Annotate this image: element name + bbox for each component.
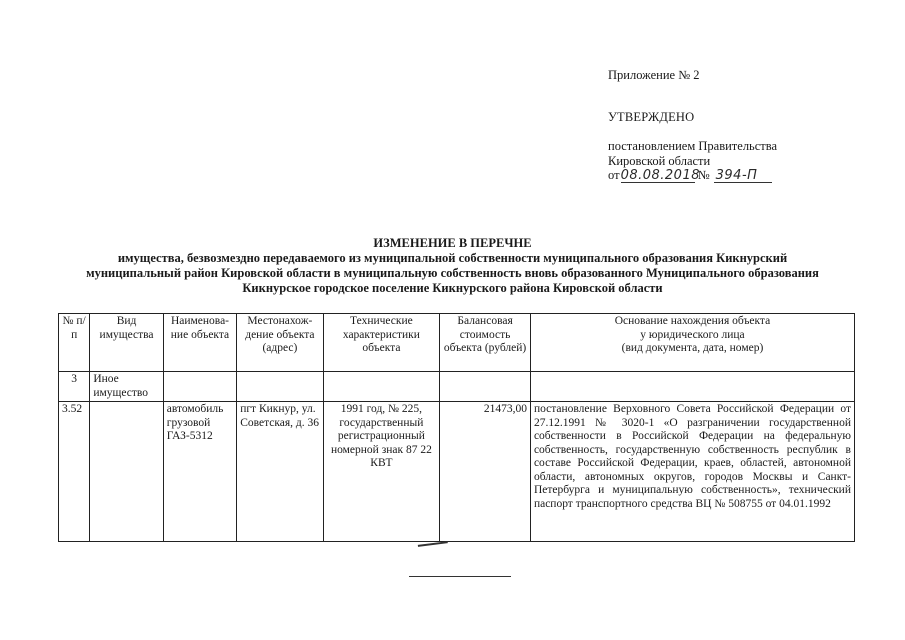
- section-num: 3: [59, 372, 90, 402]
- header-tech: Технические характеристики объекта: [323, 314, 440, 372]
- row-tech: 1991 год, № 225, государственный регистрационный номерной знак 87 22 КВТ: [323, 402, 440, 542]
- title-line-2: муниципальный район Кировской области в муниципальную собственность вновь образованного Муниципального образования: [86, 266, 819, 280]
- title-heading: ИЗМЕНЕНИЕ В ПЕРЕЧНЕ: [373, 236, 532, 250]
- decree-line-1: постановлением Правительства: [608, 139, 778, 153]
- row-location: пгт Кикнур, ул. Советская, д. 36: [237, 402, 323, 542]
- header-basis-line-2: у юридического лица: [640, 328, 745, 341]
- header-basis-line-3: (вид документа, дата, номер): [621, 342, 764, 354]
- decree-number-handwritten: 394-П: [714, 169, 772, 183]
- row-name: автомобиль грузовой ГАЗ-5312: [163, 402, 236, 542]
- header-basis: [530, 314, 854, 372]
- decree-date-handwritten: 08.08.2018: [620, 168, 700, 183]
- decree-line-3: [608, 168, 777, 183]
- section-empty-name: [163, 372, 236, 402]
- header-location: Местонахож-дение объекта (адрес): [237, 314, 323, 372]
- section-empty-basis: [530, 372, 854, 402]
- decree-block: [608, 139, 777, 183]
- section-kind: Иное имущество: [90, 372, 163, 402]
- section-empty-location: [237, 372, 323, 402]
- end-rule: [409, 576, 511, 577]
- row-kind: [90, 402, 163, 542]
- table-row: [59, 402, 855, 542]
- row-num: 3.52: [59, 402, 90, 542]
- header-num: № п/п: [59, 314, 90, 372]
- row-basis: постановление Верховного Совета Российской Федерации от 27.12.1991 № 3020-1 «О разграничении государственной собственности в Российской Федерации на федеральную собственность, государственную собственность республик в составе Российской Федерации, краев, областей, автономной области, автономных округов, городов Москвы и Санкт-Петербурга и муниципальную собственность», технический паспорт транспортного средства ВЦ № 508755 от 04.01.1992: [530, 402, 854, 542]
- appendix-label: Приложение № 2: [608, 68, 700, 82]
- decree-line-2: Кировской области: [608, 153, 711, 168]
- header-kind: Вид имущества: [90, 314, 163, 372]
- header-balance: Балансовая стоимость объекта (рублей): [440, 314, 531, 372]
- table-header-row: [59, 314, 855, 372]
- section-empty-balance: [440, 372, 531, 402]
- decree-number-label: №: [697, 168, 710, 182]
- pen-mark: [418, 541, 448, 550]
- decree-from-label: от: [608, 168, 620, 182]
- section-empty-tech: [323, 372, 440, 402]
- table-section-row: [59, 372, 855, 402]
- header-name: Наименова-ние объекта: [163, 314, 236, 372]
- property-table: [58, 313, 855, 542]
- title-line-3: Кикнурское городское поселение Кикнурского района Кировской области: [242, 281, 663, 295]
- row-balance: 21473,00: [440, 402, 531, 542]
- approved-label: УТВЕРЖДЕНО: [608, 110, 695, 124]
- title-line-1: имущества, безвозмездно передаваемого из муниципальной собственности муниципального образования Кикнурский: [117, 251, 788, 265]
- header-basis-line-1: Основание нахождения объекта: [614, 315, 771, 327]
- document-title: [0, 236, 905, 296]
